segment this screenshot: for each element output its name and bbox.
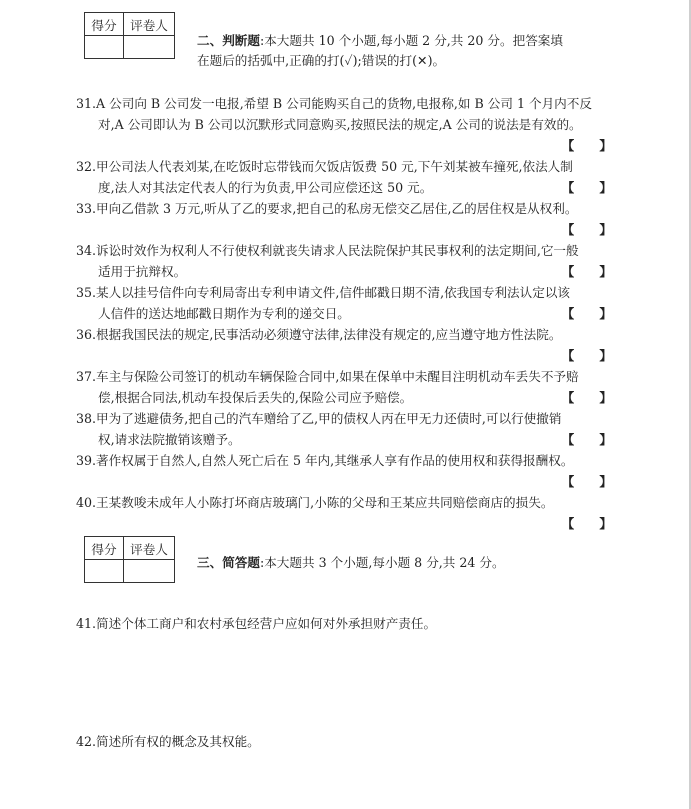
section3-heading [197,553,505,573]
section2-heading [197,31,563,71]
question-36 [76,324,616,366]
question-38 [76,408,616,450]
question-text: 某人以挂号信件向专利局寄出专利申请文件,信件邮戳日期不清,依我国专利法认定以该 [96,285,571,300]
question-text-cont: 偿,根据合同法,机动车投保后丢失的,保险公司应予赔偿。 [98,390,413,405]
answer-bracket[interactable]: 【 】 [561,390,612,405]
question-text: 著作权属于自然人,自然人死亡后在 5 年内,其继承人享有作品的使用权和获得报酬权。 [96,453,574,468]
answer-bracket[interactable]: 【 】 [561,306,612,321]
question-text: 简述所有权的概念及其权能。 [96,734,260,749]
true-false-questions [76,93,616,534]
section2-title: 二、判断题 [197,33,260,48]
score-label: 得分 [85,13,124,36]
question-32 [76,156,616,198]
answer-bracket[interactable]: 【 】 [561,348,612,363]
score-table-section3 [84,536,175,583]
grader-label: 评卷人 [124,13,175,36]
question-33 [76,198,616,240]
question-number: 38. [76,411,97,426]
section3-title: 三、简答题 [197,555,260,570]
answer-bracket[interactable]: 【 】 [561,222,612,237]
question-number: 33. [76,201,97,216]
question-number: 41. [76,616,97,631]
question-text: A 公司向 B 公司发一电报,希望 B 公司能购买自己的货物,电报称,如 B 公司 1 个月内不反 [96,96,592,111]
question-40 [76,492,616,534]
question-34 [76,240,616,282]
question-number: 37. [76,369,97,384]
question-number: 40. [76,495,97,510]
essay-question-41 [76,614,436,634]
score-cell [85,36,124,59]
question-text: 甲为了逃避债务,把自己的汽车赠给了乙,甲的债权人丙在甲无力还债时,可以行使撤销 [96,411,562,426]
question-text-cont: 度,法人对其法定代表人的行为负责,甲公司应偿还这 50 元。 [98,180,433,195]
question-39 [76,450,616,492]
answer-bracket[interactable]: 【 】 [561,474,612,489]
score-label: 得分 [85,537,124,560]
answer-bracket[interactable]: 【 】 [561,516,612,531]
score-table-section2 [84,12,175,59]
question-text: 车主与保险公司签订的机动车辆保险合同中,如果在保单中未醒目注明机动车丢失不予赔 [96,369,579,384]
question-text: 根据我国民法的规定,民事活动必须遵守法律,法律没有规定的,应当遵守地方性法院。 [96,327,562,342]
answer-bracket[interactable]: 【 】 [561,432,612,447]
question-text-cont: 权,请求法院撤销该赠予。 [98,432,241,447]
section3-desc: :本大题共 3 个小题,每小题 8 分,共 24 分。 [259,555,505,570]
question-text: 甲向乙借款 3 万元,听从了乙的要求,把自己的私房无偿交乙居住,乙的居住权是从权利。 [96,201,578,216]
section2-desc-line2: 在题后的括弧中,正确的打(✓);错误的打(✕)。 [197,53,446,68]
answer-bracket[interactable]: 【 】 [561,264,612,279]
answer-bracket[interactable]: 【 】 [561,180,612,195]
question-37 [76,366,616,408]
question-35 [76,282,616,324]
question-number: 35. [76,285,97,300]
question-number: 32. [76,159,97,174]
question-text: 甲公司法人代表刘某,在吃饭时忘带钱而欠饭店饭费 50 元,下午刘某被车撞死,依法人制 [96,159,573,174]
question-text: 诉讼时效作为权利人不行使权利就丧失请求人民法院保护其民事权利的法定期间,它一般 [96,243,579,258]
answer-bracket[interactable]: 【 】 [561,138,612,153]
question-text: 简述个体工商户和农村承包经营户应如何对外承担财产责任。 [96,616,437,631]
question-number: 31. [76,96,97,111]
grader-label: 评卷人 [124,537,175,560]
question-number: 34. [76,243,97,258]
essay-question-42 [76,732,260,752]
question-text-cont: 对,A 公司即认为 B 公司以沉默形式同意购买,按照民法的规定,A 公司的说法是有效的。 [98,117,582,132]
question-text-cont: 适用于抗辩权。 [98,264,187,279]
question-text: 王某教唆未成年人小陈打坏商店玻璃门,小陈的父母和王某应共同赔偿商店的损失。 [96,495,554,510]
grader-cell [124,36,175,59]
question-number: 42. [76,734,97,749]
section2-desc-line1: :本大题共 10 个小题,每小题 2 分,共 20 分。把答案填 [259,33,563,48]
question-number: 36. [76,327,97,342]
score-cell [85,560,124,583]
question-number: 39. [76,453,97,468]
grader-cell [124,560,175,583]
question-text-cont: 人信件的送达地邮戳日期作为专利的递交日。 [98,306,350,321]
question-31 [76,93,616,156]
